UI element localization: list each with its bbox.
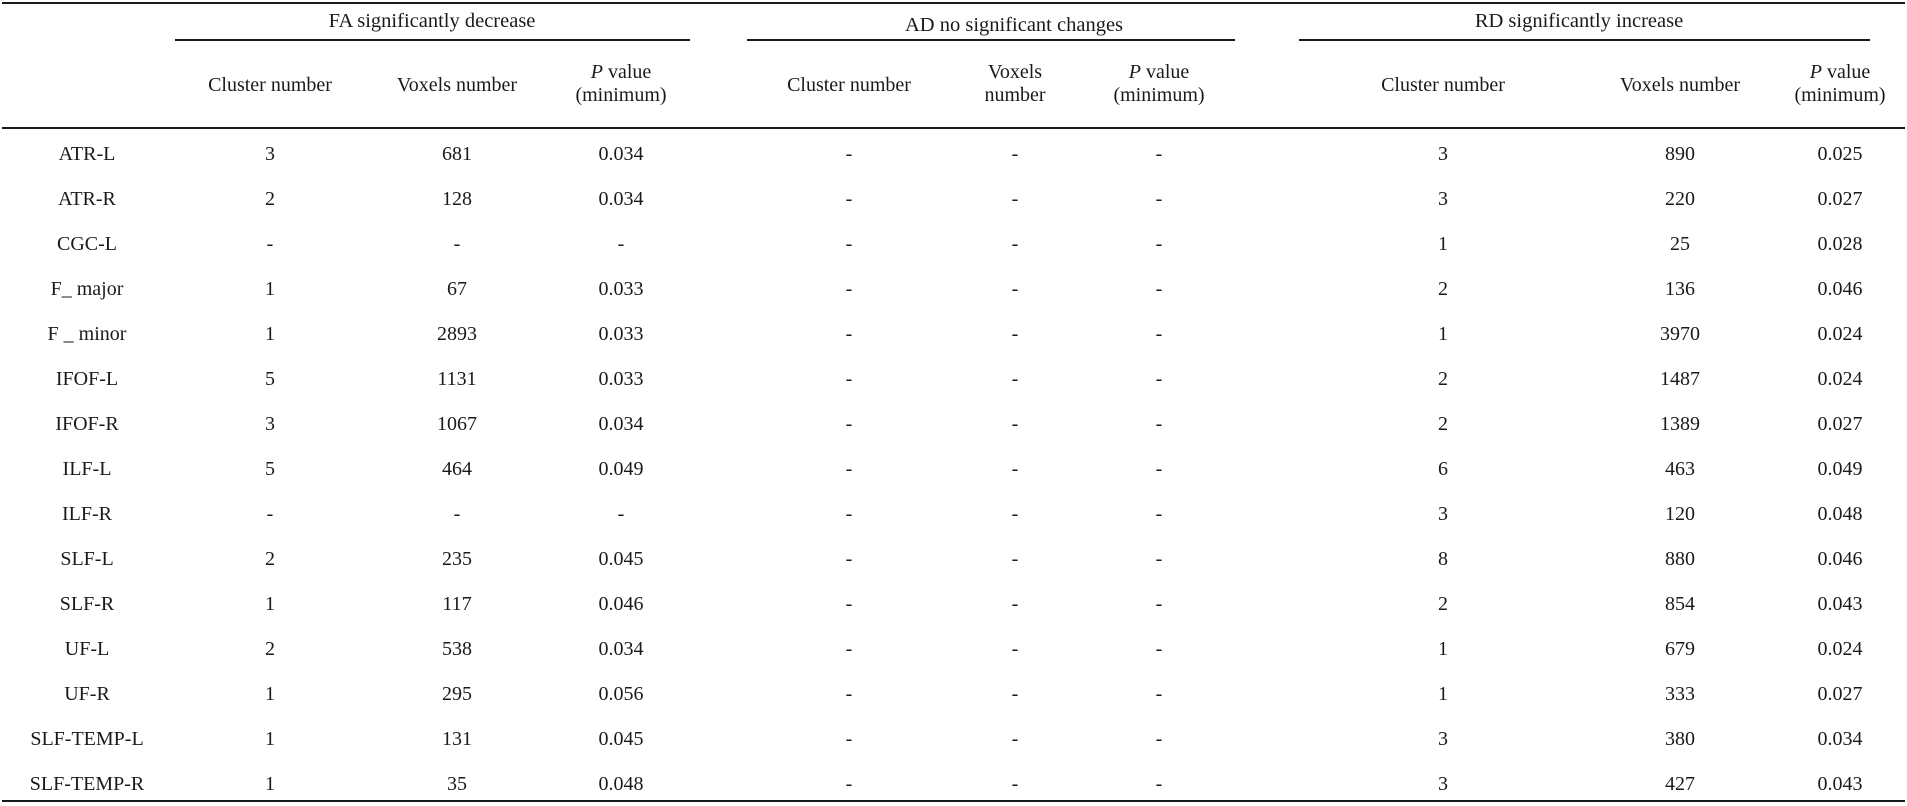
fa-pvalue-cell: 0.046 [598,593,644,615]
rd-pvalue-cell: 0.046 [1817,278,1863,300]
ad-pvalue-cell: - [1155,188,1163,210]
ad-cluster-cell: - [845,728,853,750]
rd-pvalue-cell: 0.048 [1817,503,1863,525]
rd-voxels-cell: 880 [1665,548,1695,570]
fa-voxels-cell: 464 [442,458,472,480]
ad-voxels-cell: - [1011,413,1019,435]
ad-voxels-cell: - [1011,683,1019,705]
ad-voxels-cell: - [1011,548,1019,570]
fa-pvalue-cell: 0.034 [598,413,644,435]
fa-voxels-cell: 128 [442,188,472,210]
ad-pvalue-cell: - [1155,143,1163,165]
ad-pvalue-cell: - [1155,728,1163,750]
ad-pvalue-cell: - [1155,278,1163,300]
group-rule-rd [1299,39,1870,41]
rd-pvalue-cell: 0.024 [1817,323,1863,345]
row-label: IFOF-L [55,368,119,390]
ad-pvalue-cell: - [1155,368,1163,390]
fa-pvalue-cell: 0.048 [598,773,644,795]
rd-cluster-cell: 3 [1438,728,1448,750]
row-label: CGC-L [57,233,117,255]
ad-voxels-cell: - [1011,368,1019,390]
row-label: UF-R [64,683,110,705]
ad-cluster-cell: - [845,548,853,570]
rd-voxels-cell: 854 [1665,593,1695,615]
rd-voxels-cell: 427 [1665,773,1695,795]
ad-cluster-cell: - [845,683,853,705]
fa-cluster-cell: 1 [265,323,275,345]
fa-cluster-cell: 3 [265,143,275,165]
rd-pvalue-cell: 0.024 [1817,368,1863,390]
rd-cluster-cell: 1 [1438,323,1448,345]
subheader-ad-voxels: Voxels number [984,61,1046,106]
rd-voxels-cell: 679 [1665,638,1695,660]
fa-voxels-cell: 131 [442,728,472,750]
ad-cluster-cell: - [845,233,853,255]
row-label: ILF-L [62,458,112,480]
table-top-rule [2,2,1905,4]
fa-cluster-cell: 1 [265,728,275,750]
fa-voxels-cell: 1067 [437,413,477,435]
ad-voxels-cell: - [1011,458,1019,480]
fa-pvalue-cell: 0.034 [598,638,644,660]
fa-pvalue-cell: 0.033 [598,323,644,345]
fa-pvalue-cell: 0.056 [598,683,644,705]
rd-voxels-cell: 1487 [1660,368,1700,390]
rd-pvalue-cell: 0.025 [1817,143,1863,165]
fa-pvalue-cell: - [617,503,625,525]
ad-cluster-cell: - [845,413,853,435]
rd-cluster-cell: 1 [1438,638,1448,660]
subheader-fa-cluster: Cluster number [208,74,332,96]
rd-cluster-cell: 3 [1438,143,1448,165]
rd-cluster-cell: 3 [1438,773,1448,795]
fa-cluster-cell: 1 [265,278,275,300]
subheader-ad-pvalue: P value (minimum) [1113,61,1205,106]
rd-voxels-cell: 136 [1665,278,1695,300]
rd-cluster-cell: 6 [1438,458,1448,480]
row-label: ATR-L [58,143,116,165]
ad-cluster-cell: - [845,458,853,480]
rd-voxels-cell: 333 [1665,683,1695,705]
fa-cluster-cell: 2 [265,638,275,660]
rd-pvalue-cell: 0.024 [1817,638,1863,660]
rd-cluster-cell: 3 [1438,188,1448,210]
row-label: F_ major [50,278,124,300]
rd-cluster-cell: 3 [1438,503,1448,525]
ad-voxels-cell: - [1011,728,1019,750]
rd-pvalue-cell: 0.027 [1817,413,1863,435]
table-bottom-rule [2,800,1905,802]
group-title-fa: FA significantly decrease [328,10,536,32]
fa-cluster-cell: - [266,503,274,525]
subheader-rd-pvalue: P value (minimum) [1794,61,1886,106]
ad-pvalue-cell: - [1155,503,1163,525]
fa-pvalue-cell: 0.033 [598,278,644,300]
ad-cluster-cell: - [845,278,853,300]
subheader-fa-pvalue: P value (minimum) [575,61,667,106]
row-label: ATR-R [58,188,116,210]
row-label: IFOF-R [55,413,119,435]
ad-voxels-cell: - [1011,188,1019,210]
ad-pvalue-cell: - [1155,683,1163,705]
rd-voxels-cell: 120 [1665,503,1695,525]
row-label: SLF-R [59,593,115,615]
ad-pvalue-cell: - [1155,548,1163,570]
fa-pvalue-cell: 0.049 [598,458,644,480]
ad-cluster-cell: - [845,143,853,165]
ad-pvalue-cell: - [1155,233,1163,255]
rd-voxels-cell: 220 [1665,188,1695,210]
fa-voxels-cell: 538 [442,638,472,660]
ad-cluster-cell: - [845,593,853,615]
ad-cluster-cell: - [845,638,853,660]
rd-cluster-cell: 2 [1438,413,1448,435]
ad-pvalue-cell: - [1155,413,1163,435]
fa-pvalue-cell: 0.033 [598,368,644,390]
ad-pvalue-cell: - [1155,593,1163,615]
group-title-rd: RD significantly increase [1474,10,1684,32]
fa-voxels-cell: 1131 [437,368,477,390]
ad-cluster-cell: - [845,188,853,210]
fa-voxels-cell: 681 [442,143,472,165]
fa-cluster-cell: 5 [265,458,275,480]
fa-cluster-cell: 1 [265,683,275,705]
rd-cluster-cell: 8 [1438,548,1448,570]
fa-cluster-cell: 3 [265,413,275,435]
ad-cluster-cell: - [845,773,853,795]
row-label: SLF-TEMP-L [30,728,144,750]
ad-voxels-cell: - [1011,233,1019,255]
ad-cluster-cell: - [845,368,853,390]
fa-cluster-cell: 1 [265,773,275,795]
rd-voxels-cell: 3970 [1660,323,1700,345]
rd-cluster-cell: 1 [1438,683,1448,705]
fa-cluster-cell: 5 [265,368,275,390]
subheader-fa-voxels: Voxels number [396,74,518,96]
fa-voxels-cell: 295 [442,683,472,705]
ad-pvalue-cell: - [1155,638,1163,660]
group-rule-fa [175,39,690,41]
ad-cluster-cell: - [845,323,853,345]
rd-cluster-cell: 2 [1438,278,1448,300]
fa-voxels-cell: - [453,503,461,525]
rd-voxels-cell: 25 [1670,233,1690,255]
fa-voxels-cell: 67 [447,278,467,300]
rd-pvalue-cell: 0.043 [1817,773,1863,795]
ad-voxels-cell: - [1011,593,1019,615]
ad-voxels-cell: - [1011,638,1019,660]
fa-voxels-cell: - [453,233,461,255]
fa-pvalue-cell: 0.045 [598,548,644,570]
subheader-ad-cluster: Cluster number [787,74,911,96]
group-rule-ad [747,39,1235,41]
ad-voxels-cell: - [1011,773,1019,795]
fa-cluster-cell: 1 [265,593,275,615]
fa-cluster-cell: - [266,233,274,255]
subheader-rd-cluster: Cluster number [1381,74,1505,96]
fa-pvalue-cell: 0.045 [598,728,644,750]
fa-cluster-cell: 2 [265,548,275,570]
rd-voxels-cell: 1389 [1660,413,1700,435]
ad-pvalue-cell: - [1155,323,1163,345]
rd-cluster-cell: 1 [1438,233,1448,255]
ad-pvalue-cell: - [1155,458,1163,480]
fa-voxels-cell: 2893 [437,323,477,345]
fa-voxels-cell: 117 [442,593,472,615]
group-title-ad: AD no significant changes [904,14,1124,36]
ad-cluster-cell: - [845,503,853,525]
rd-pvalue-cell: 0.034 [1817,728,1863,750]
rd-pvalue-cell: 0.046 [1817,548,1863,570]
row-label: SLF-L [60,548,114,570]
subheader-rd-voxels: Voxels number [1619,74,1741,96]
fa-pvalue-cell: 0.034 [598,188,644,210]
fa-pvalue-cell: 0.034 [598,143,644,165]
rd-cluster-cell: 2 [1438,593,1448,615]
fa-voxels-cell: 35 [447,773,467,795]
row-label: SLF-TEMP-R [29,773,145,795]
rd-pvalue-cell: 0.049 [1817,458,1863,480]
ad-voxels-cell: - [1011,143,1019,165]
fa-cluster-cell: 2 [265,188,275,210]
ad-voxels-cell: - [1011,503,1019,525]
row-label: UF-L [64,638,110,660]
ad-voxels-cell: - [1011,323,1019,345]
ad-voxels-cell: - [1011,278,1019,300]
row-label: F _ minor [47,323,127,345]
rd-pvalue-cell: 0.027 [1817,683,1863,705]
header-bottom-rule [2,127,1905,129]
fa-voxels-cell: 235 [442,548,472,570]
rd-voxels-cell: 380 [1665,728,1695,750]
rd-pvalue-cell: 0.043 [1817,593,1863,615]
rd-cluster-cell: 2 [1438,368,1448,390]
row-label: ILF-R [62,503,112,525]
rd-voxels-cell: 890 [1665,143,1695,165]
rd-voxels-cell: 463 [1665,458,1695,480]
ad-pvalue-cell: - [1155,773,1163,795]
rd-pvalue-cell: 0.028 [1817,233,1863,255]
fa-pvalue-cell: - [617,233,625,255]
rd-pvalue-cell: 0.027 [1817,188,1863,210]
